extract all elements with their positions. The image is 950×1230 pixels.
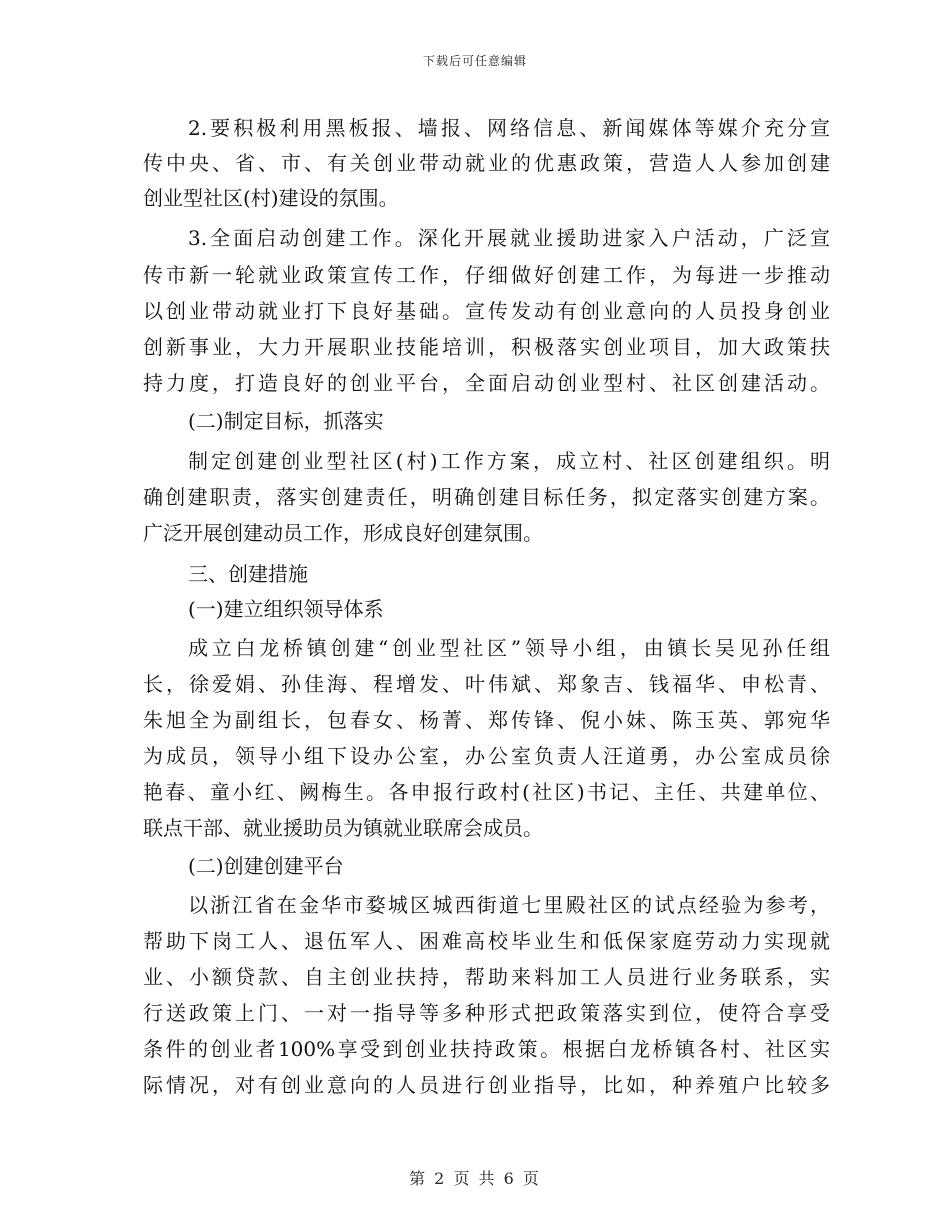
body-line: 业、小额贷款、自主创业扶持，帮助来料加工人员进行业务联系，实 [143, 965, 830, 989]
body-line: 传市新一轮就业政策宣传工作，仔细做好创建工作，为每进一步推动 [143, 263, 830, 287]
body-line: 3.全面启动创建工作。深化开展就业援助进家入户活动，广泛宣 [188, 226, 830, 250]
body-line: 为成员，领导小组下设办公室，办公室负责人汪道勇，办公室成员徐 [143, 744, 830, 768]
body-line: 创新事业，大力开展职业技能培训，积极落实创业项目，加大政策扶 [143, 335, 830, 359]
body-line: 联点干部、就业援助员为镇就业联席会成员。 [143, 816, 543, 840]
section-heading: (二)制定目标，抓落实 [188, 409, 384, 433]
body-line: 朱旭全为副组长，包春女、杨菁、郑传锋、倪小妹、陈玉英、郭宛华 [143, 708, 830, 732]
body-line: 条件的创业者100%享受到创业扶持政策。根据白龙桥镇各村、社区实 [143, 1037, 830, 1061]
section-heading: (一)建立组织领导体系 [188, 597, 384, 621]
body-line: 传中央、省、市、有关创业带动就业的优惠政策，营造人人参加创建 [143, 151, 830, 175]
body-line: 行送政策上门、一对一指导等多种形式把政策落实到位，使符合享受 [143, 1001, 830, 1025]
body-line: 际情况，对有创业意向的人员进行创业指导，比如，种养殖户比较多 [143, 1073, 830, 1097]
section-heading: 三、创建措施 [188, 562, 308, 586]
page-header-note: 下载后可任意编辑 [422, 54, 527, 68]
body-line: 长，徐爱娟、孙佳海、程增发、叶伟斌、郑象吉、钱福华、申松青、 [143, 672, 830, 696]
section-heading: (二)创建创建平台 [188, 854, 344, 878]
body-line: 持力度，打造良好的创业平台，全面启动创业型村、社区创建活动。 [143, 371, 830, 395]
body-line: 以浙江省在金华市婺城区城西街道七里殿社区的试点经验为参考， [188, 893, 830, 917]
body-line: 艳春、童小红、阙梅生。各申报行政村(社区)书记、主任、共建单位、 [143, 780, 830, 804]
body-line: 广泛开展创建动员工作，形成良好创建氛围。 [143, 521, 543, 545]
body-line: 成立白龙桥镇创建“创业型社区”领导小组，由镇长吴见孙任组 [188, 636, 830, 660]
body-line: 制定创建创业型社区(村)工作方案，成立村、社区创建组织。明 [188, 449, 830, 473]
body-line: 帮助下岗工人、退伍军人、困难高校毕业生和低保家庭劳动力实现就 [143, 929, 830, 953]
body-line: 以创业带动就业打下良好基础。宣传发动有创业意向的人员投身创业 [143, 299, 830, 323]
body-line: 确创建职责，落实创建责任，明确创建目标任务，拟定落实创建方案。 [143, 485, 830, 509]
page-number-footer: 第 2 页 共 6 页 [409, 1169, 541, 1188]
body-line: 创业型社区(村)建设的氛围。 [143, 186, 399, 210]
body-line: 2.要积极利用黑板报、墙报、网络信息、新闻媒体等媒介充分宣 [188, 116, 830, 140]
